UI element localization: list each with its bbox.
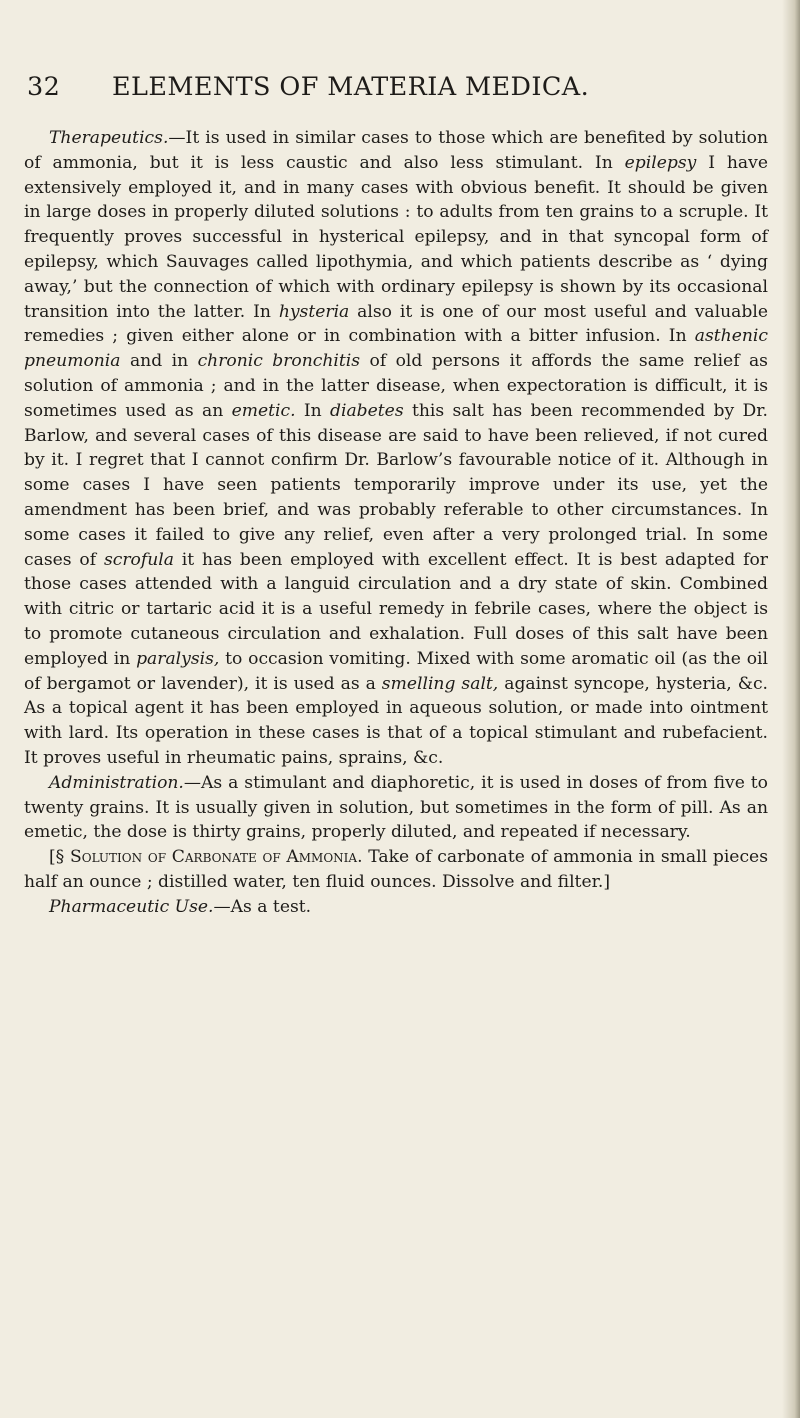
italic-term: scrofula: [103, 549, 174, 570]
pharmaceutic-heading: Pharmaceutic Use.: [49, 896, 214, 917]
administration-paragraph: [24, 771, 768, 845]
text-run: Take of carbonate of ammonia in small pieces half an ounce ; distilled water, ten fluid ounces. Dissolve and filter.]: [24, 847, 768, 892]
text-run: to occasion vomiting. Mixed with some aromatic oil (as the oil of bergamot or lavender), it is used as a: [24, 648, 769, 694]
text-run: I have extensively employed it, and in many cases with obvious benefit. It should be given in large doses in properly diluted solutions : to adults from ten grains to a scruple. It frequently proves successful in hysterical epilepsy, and in that syncopal form of epilepsy, which Sauvages called lipothymia, and which patients describe as ‘ dying away,’ but the connection of which with ordinary epilepsy is shown by its occasional transition into the latter. In: [24, 152, 768, 322]
italic-term: smelling salt,: [381, 673, 499, 694]
body-text: [24, 126, 768, 920]
page-edge-shadow: [782, 0, 800, 1418]
solution-heading: Solution of Carbonate of Ammonia.: [70, 847, 363, 868]
running-title: ELEMENTS OF MATERIA MEDICA.: [112, 72, 590, 102]
administration-heading: Administration.: [49, 772, 184, 793]
italic-term: hysteria: [278, 301, 350, 322]
therapeutics-heading: Therapeutics.: [49, 128, 169, 148]
therapeutics-paragraph: [24, 126, 768, 771]
text-run: and in: [120, 351, 198, 372]
text-run: [§: [49, 847, 71, 868]
italic-term: diabetes: [330, 400, 404, 421]
italic-term: paralysis,: [136, 648, 220, 669]
italic-term: asthenic pneumonia: [24, 326, 768, 372]
text-run: against syncope, hysteria, &c. As a topical agent it has been employed in aqueous solution, or made into ointment with lard. Its operation in these cases is that of a topical stimulant and rubefacient. It proves useful in rheumatic pains, sprains, &c.: [24, 673, 768, 768]
page-number: 32: [27, 72, 61, 102]
text-run: —As a test.: [213, 896, 312, 917]
solution-paragraph: [24, 845, 768, 895]
italic-term: emetic.: [231, 400, 296, 421]
text-run: it has been employed with excellent effect. It is best adapted for those cases attended with a languid circulation and a dry state of skin. Combined with citric or tartaric acid it is a useful remedy in febrile cases, where the object is to promote cutaneous circulation and exhalation. Full doses of this salt have been employed in: [24, 549, 768, 669]
italic-term: epilepsy: [624, 152, 697, 173]
text-run: In: [295, 400, 330, 421]
italic-term: chronic bronchitis: [197, 351, 361, 372]
text-run: —As a stimulant and diaphoretic, it is used in doses of from five to twenty grains. It is usually given in solution, but sometimes in the form of pill. As an emetic, the dose is thirty grains, properly diluted, and repeated if necessary.: [24, 772, 768, 843]
pharmaceutic-paragraph: [24, 895, 768, 920]
text-run: of old persons it affords the same relief as solution of ammonia ; and in the latter disease, when expectoration is difficult, it is sometimes used as an: [24, 351, 768, 421]
text-run: —It is used in similar cases to those which are benefited by solution of ammonia, but it is less caustic and also less stimulant. In: [24, 128, 768, 173]
page-header: [0, 72, 800, 112]
text-run: this salt has been recommended by Dr. Barlow, and several cases of this disease are said to have been relieved, if not cured by it. I regret that I cannot confirm Dr. Barlow’s favourable notice of it. Although in some cases I have seen patients temporarily improve under its use, yet the amendment has been brief, and was probably referable to other circumstances. In some cases it failed to give any relief, even after a very prolonged trial. In some cases of: [24, 400, 768, 570]
text-run: also it is one of our most useful and valuable remedies ; given either alone or in combination with a bitter infusion. In: [24, 301, 768, 347]
